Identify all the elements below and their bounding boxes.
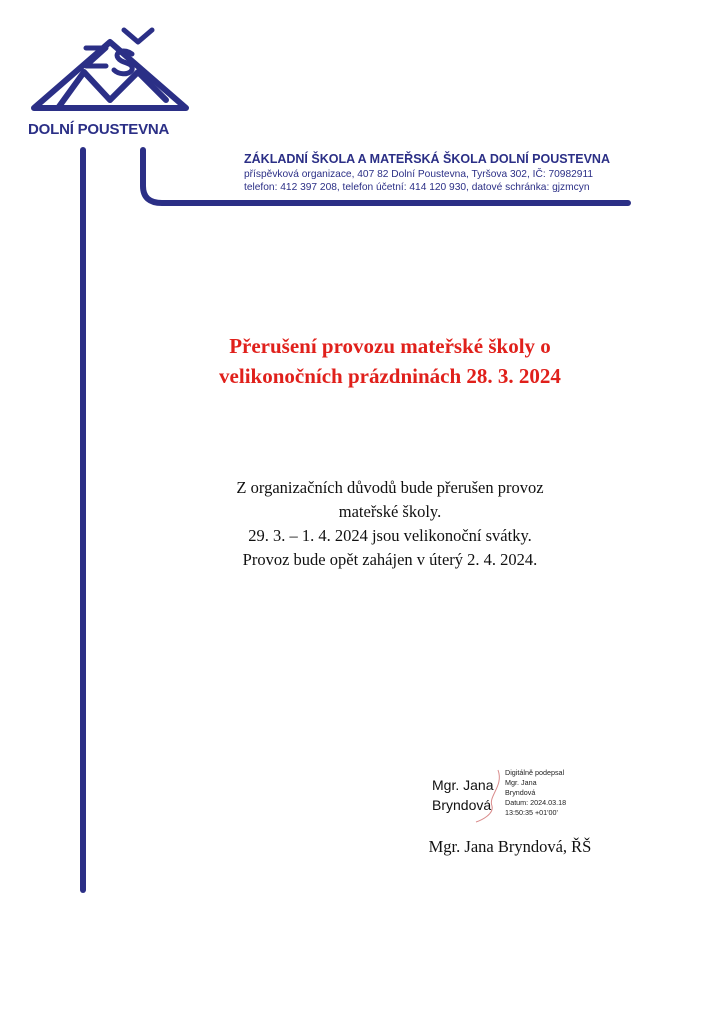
notice-body <box>160 476 620 572</box>
body-line-1: Z organizačních důvodů bude přerušen provoz <box>236 478 544 497</box>
signature-meta-line: Mgr. Jana <box>505 778 537 787</box>
letterhead <box>244 152 644 194</box>
signature-meta-line: Bryndová <box>505 788 536 797</box>
body-line-3: 29. 3. – 1. 4. 2024 jsou velikonoční svátky. <box>248 526 532 545</box>
signature-meta-line: Digitálně podepsal <box>505 768 565 777</box>
document-title <box>150 331 630 391</box>
body-line-4: Provoz bude opět zahájen v úterý 2. 4. 2024. <box>242 550 538 569</box>
body-line-2: mateřské školy. <box>338 502 442 521</box>
signature-name-line-2: Bryndová <box>432 797 492 813</box>
signature-stroke-icon <box>468 766 508 826</box>
digital-signature-details <box>505 768 566 818</box>
signer-name: Mgr. Jana Bryndová, ŘŠ <box>428 837 592 856</box>
address-line: příspěvková organizace, 407 82 Dolní Poustevna, Tyršova 302, IČ: 70982911 <box>244 169 594 180</box>
school-name: ZÁKLADNÍ ŠKOLA A MATEŘSKÁ ŠKOLA DOLNÍ POUSTEVNA <box>244 152 610 166</box>
contact-line: telefon: 412 397 208, telefon účetní: 414 120 930, datové schránka: gjzmcyn <box>244 182 590 193</box>
title-line-2: velikonočních prázdninách 28. 3. 2024 <box>219 364 561 388</box>
signature-meta-line: Datum: 2024.03.18 <box>505 798 567 807</box>
signature-meta-line: 13:50:35 +01'00' <box>505 808 558 817</box>
signature-name-line-1: Mgr. Jana <box>432 777 494 793</box>
title-line-1: Přerušení provozu mateřské školy o <box>229 334 551 358</box>
logo-text: DOLNÍ POUSTEVNA <box>28 121 170 138</box>
